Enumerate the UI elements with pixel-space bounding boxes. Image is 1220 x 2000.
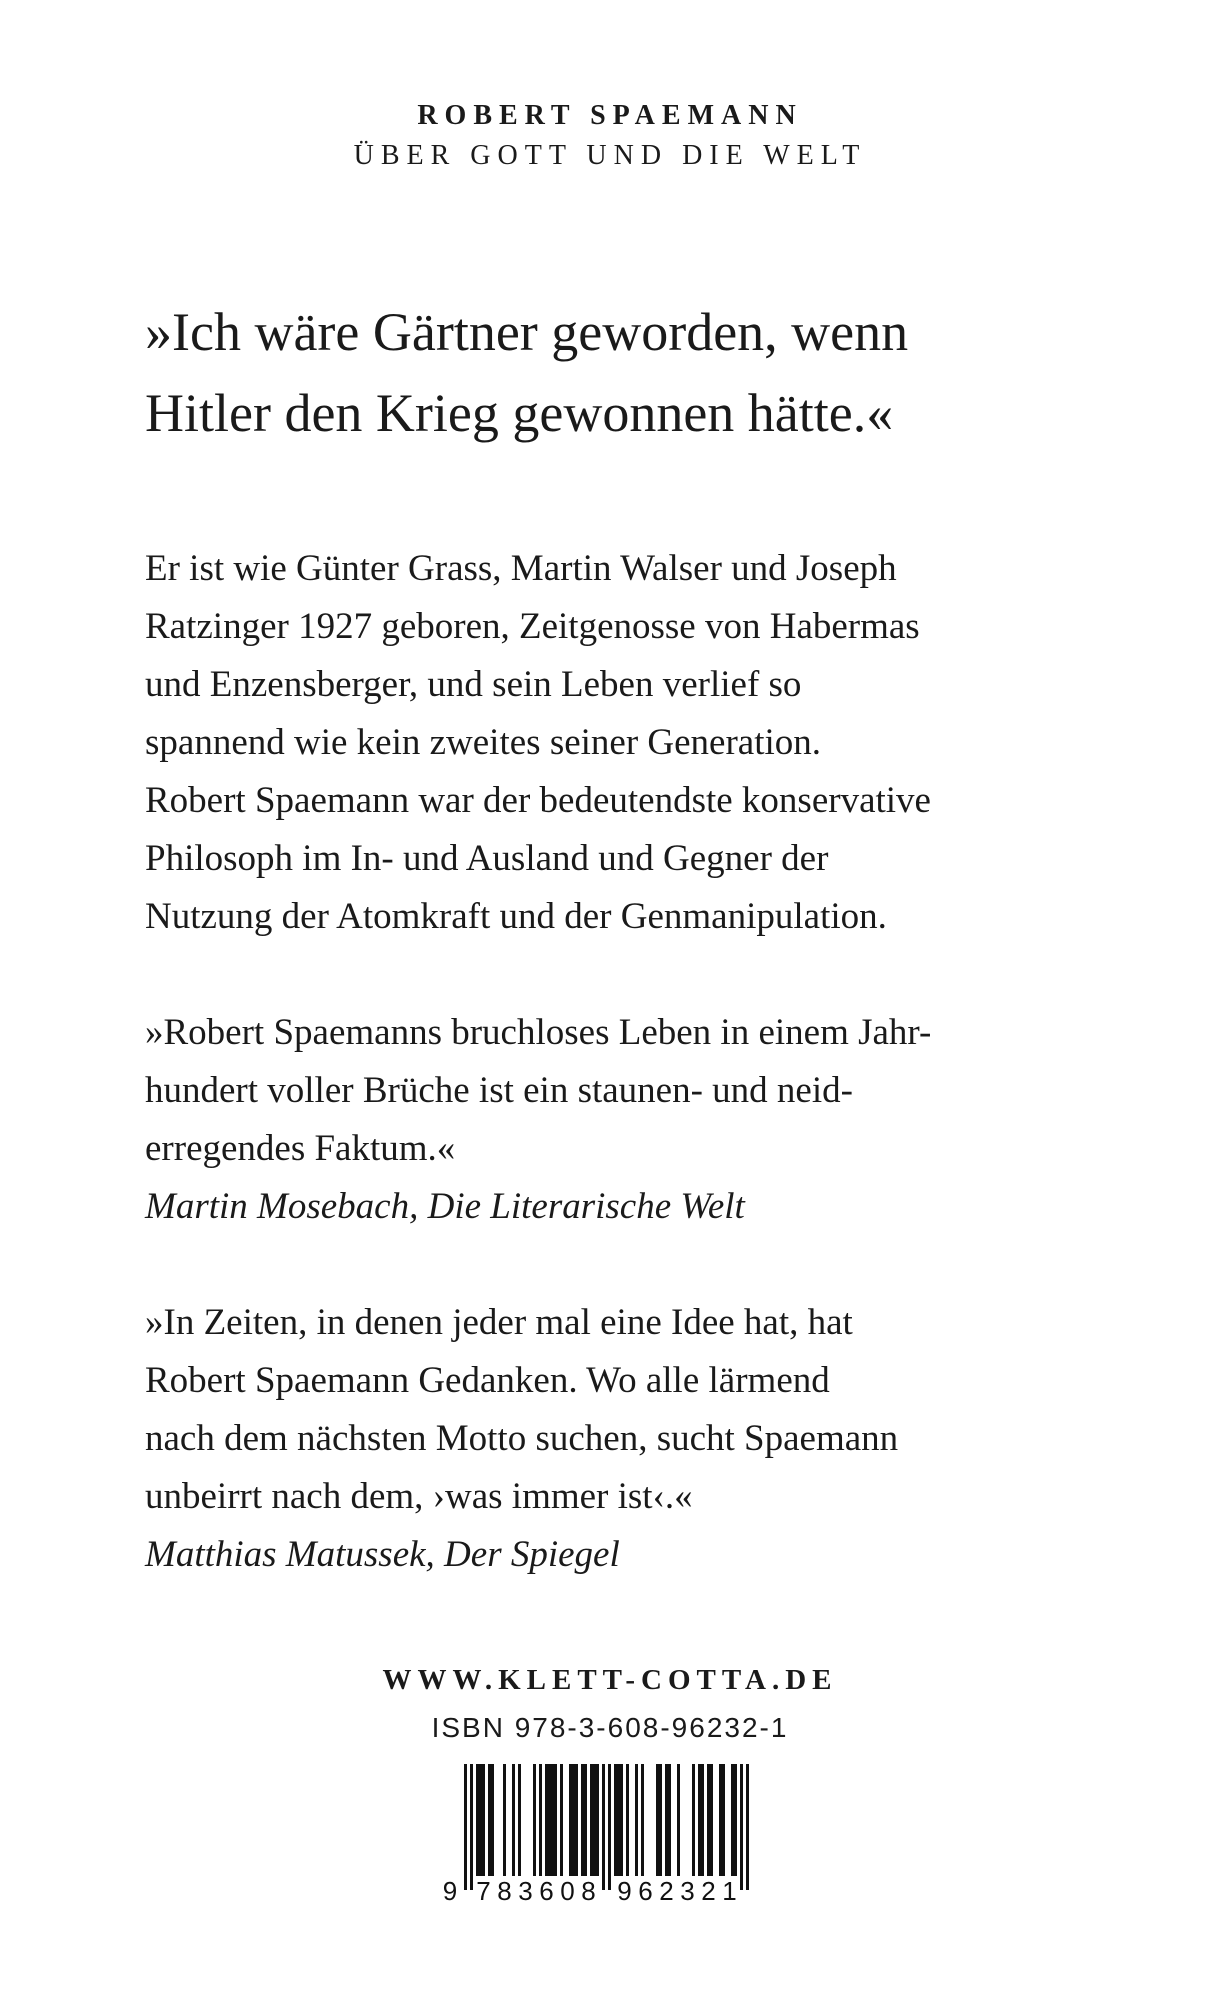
author-name: ROBERT SPAEMANN bbox=[417, 100, 803, 131]
barcode-digit: 0 bbox=[560, 1876, 575, 1906]
barcode-digit: 7 bbox=[476, 1876, 491, 1906]
description-line: Philosoph im In- und Ausland und Gegner der bbox=[145, 838, 829, 879]
barcode-digit: 9 bbox=[442, 1876, 458, 1906]
barcode bbox=[440, 1760, 776, 1910]
barcode-bar bbox=[722, 1764, 725, 1876]
barcode-bar bbox=[590, 1764, 593, 1876]
barcode-digit: 6 bbox=[638, 1876, 653, 1906]
description-line: Robert Spaemann war der bedeutendste konservative bbox=[145, 780, 931, 821]
barcode-digit: 8 bbox=[497, 1876, 512, 1906]
barcode-bar bbox=[464, 1764, 467, 1890]
barcode-digit: 8 bbox=[581, 1876, 596, 1906]
barcode-bar bbox=[569, 1764, 572, 1876]
lead-quote-line: »Ich wäre Gärtner geworden, wenn bbox=[145, 302, 909, 362]
barcode-bar bbox=[698, 1764, 701, 1876]
barcode-bar bbox=[476, 1764, 479, 1876]
barcode-bar bbox=[641, 1764, 644, 1876]
barcode-bar bbox=[677, 1764, 680, 1876]
description bbox=[145, 540, 1085, 946]
barcode-bar bbox=[659, 1764, 662, 1876]
barcode-bar bbox=[551, 1764, 554, 1876]
barcode-bar bbox=[560, 1764, 563, 1876]
barcode-bar bbox=[746, 1764, 749, 1890]
barcode-bar bbox=[482, 1764, 485, 1876]
barcode-bar bbox=[491, 1764, 494, 1876]
description-line: spannend wie kein zweites seiner Generation. bbox=[145, 722, 822, 763]
barcode-digit: 6 bbox=[539, 1876, 554, 1906]
lead-quote bbox=[145, 292, 1085, 454]
barcode-bar bbox=[734, 1764, 737, 1876]
barcode-bar bbox=[581, 1764, 584, 1876]
barcode-bar bbox=[584, 1764, 587, 1876]
review-line: Robert Spaemann Gedanken. Wo alle lärmend bbox=[145, 1360, 830, 1401]
description-line: Ratzinger 1927 geboren, Zeitgenosse von Habermas bbox=[145, 606, 920, 647]
barcode-bar bbox=[665, 1764, 668, 1876]
barcode-bar bbox=[545, 1764, 548, 1876]
review-matussek bbox=[145, 1294, 1085, 1584]
barcode-bar bbox=[656, 1764, 659, 1876]
barcode-bar bbox=[608, 1764, 611, 1890]
barcode-bar bbox=[503, 1764, 506, 1876]
barcode-bar bbox=[593, 1764, 596, 1876]
barcode-graphic bbox=[440, 1760, 776, 1910]
review-line: nach dem nächsten Motto suchen, sucht Spaemann bbox=[145, 1418, 899, 1459]
barcode-bar bbox=[692, 1764, 695, 1876]
review-line: hundert voller Brüche ist ein staunen- und neid- bbox=[145, 1070, 853, 1111]
barcode-bar bbox=[626, 1764, 629, 1876]
barcode-bar bbox=[620, 1764, 623, 1876]
barcode-bar bbox=[614, 1764, 617, 1876]
publisher-url: WWW.KLETT-COTTA.DE bbox=[382, 1664, 838, 1696]
footer bbox=[0, 1658, 1220, 1748]
lead-quote-line: Hitler den Krieg gewonnen hätte.« bbox=[145, 383, 894, 443]
barcode-digit: 3 bbox=[680, 1876, 695, 1906]
review-line: unbeirrt nach dem, ›was immer ist‹.« bbox=[145, 1476, 693, 1517]
barcode-bar bbox=[533, 1764, 536, 1876]
barcode-bar bbox=[617, 1764, 620, 1876]
barcode-digit: 3 bbox=[518, 1876, 533, 1906]
review-source: Matthias Matussek, Der Spiegel bbox=[145, 1534, 620, 1575]
barcode-bar bbox=[707, 1764, 710, 1876]
barcode-bar bbox=[575, 1764, 578, 1876]
description-line: und Enzensberger, und sein Leben verlief so bbox=[145, 664, 802, 705]
barcode-digit: 1 bbox=[722, 1876, 737, 1906]
barcode-bar bbox=[470, 1764, 473, 1890]
cover-content bbox=[145, 292, 1085, 1584]
barcode-digit: 2 bbox=[701, 1876, 716, 1906]
barcode-bar bbox=[539, 1764, 542, 1876]
barcode-bar bbox=[518, 1764, 521, 1876]
review-line: »In Zeiten, in denen jeder mal eine Idee hat, hat bbox=[145, 1302, 853, 1343]
barcode-bar bbox=[554, 1764, 557, 1876]
isbn-number: ISBN 978-3-608-96232-1 bbox=[431, 1712, 789, 1743]
description-line: Nutzung der Atomkraft und der Genmanipulation. bbox=[145, 896, 887, 937]
barcode-bar bbox=[740, 1764, 743, 1890]
barcode-bar bbox=[479, 1764, 482, 1876]
barcode-bar bbox=[488, 1764, 491, 1876]
review-source: Martin Mosebach, Die Literarische Welt bbox=[145, 1186, 745, 1227]
barcode-bar bbox=[596, 1764, 599, 1876]
barcode-bar bbox=[719, 1764, 722, 1876]
barcode-bar bbox=[710, 1764, 713, 1876]
barcode-bar bbox=[668, 1764, 671, 1876]
book-title: ÜBER GOTT UND DIE WELT bbox=[353, 140, 867, 171]
barcode-bar bbox=[548, 1764, 551, 1876]
review-line: »Robert Spaemanns bruchloses Leben in einem Jahr- bbox=[145, 1012, 932, 1053]
barcode-bar bbox=[701, 1764, 704, 1876]
barcode-bar bbox=[572, 1764, 575, 1876]
header bbox=[0, 96, 1220, 176]
barcode-bar bbox=[635, 1764, 638, 1876]
barcode-bar bbox=[731, 1764, 734, 1876]
barcode-digit: 2 bbox=[659, 1876, 674, 1906]
review-mosebach bbox=[145, 1004, 1085, 1236]
barcode-bar bbox=[512, 1764, 515, 1876]
description-line: Er ist wie Günter Grass, Martin Walser und Joseph bbox=[145, 548, 897, 589]
review-line: erregendes Faktum.« bbox=[145, 1128, 456, 1169]
barcode-digit: 9 bbox=[617, 1876, 632, 1906]
barcode-bar bbox=[602, 1764, 605, 1890]
